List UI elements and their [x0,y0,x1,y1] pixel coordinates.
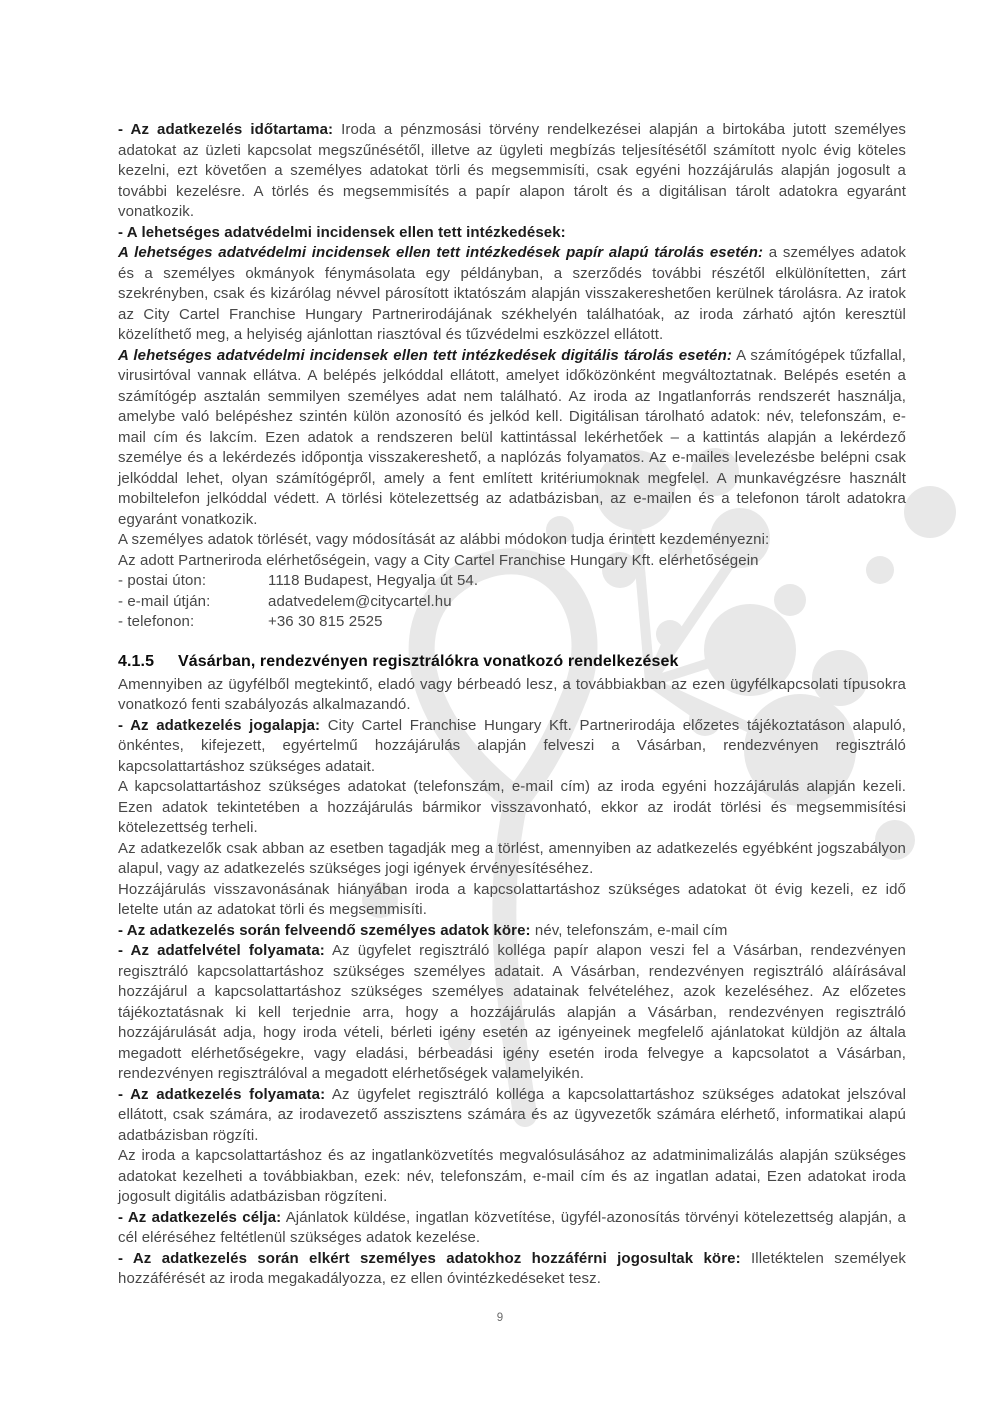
paragraph-lead: - Az adatkezelés során felveendő személyes adatok köre: [118,921,531,939]
paragraph-text: Illetéktelen személyek hozzáférését az iroda megakadályozza, ez ellen óvintézkedéseket tesz. [118,1249,907,1287]
paragraph-deletion-refusal [118,839,906,880]
paragraph-text: Az adatkezelők csak abban az esetben tagadják meg a törlést, amennyiben az adatkezelés egyébként jogszabályon alapul, vagy az adatkezelés szükséges jogi igények érvényesítéséhez. [118,839,906,877]
paragraph-access-rights [118,1249,906,1290]
paragraph-data-recording-process [118,941,906,1085]
paragraph-text: A számítógépek tűzfallal, virusirtóval vannak ellátva. A belépés jelkóddal ellátott, amelyet időközönként megváltoztatnak. Belépés esetén a számítógép asztalán semmilyen személyes adat nem található. Az iroda az Ingatlanforrás rendszerét használja, amelybe való belépéshez szintén külön azonosító és jelkód kell. Digitálisan tárolható adatok: név, telefonszám, e-mail cím és lakcím. Ezen adatok a rendszeren belül kattintással lekérhetőek – a kattintás alapján a lekérdező személye és a lekérdezés időpontja visszakereshető, a naplózás folyamatos. Az e-mailes levelezésbe belépni csak jelkóddal lehet, olyan számítógépről, amely a fent említett kritériumoknak megfelel. A munkavégzésre használt mobiltelefon jelkóddal védett. A törlési kötelezettség az adatbázisban, az e-mailen és a telefonon tárolt adatokra egyaránt vonatkozik. [118,346,906,528]
section-title: Vásárban, rendezvényen regisztrálókra vonatkozó rendelkezések [178,652,679,670]
paragraph-collected-data-scope [118,921,906,942]
paragraph-text: Az iroda a kapcsolattartáshoz és az ingatlanközvetítés megvalósulásához az adatminimalizálás alapján szükséges adatokat kezelheti a továbbiakban, ezek: név, telefonszám, e-mail cím és az ingatlan adatai, Ezen adatokat iroda jogosult digitális adatbázisban rögzíteni. [118,1147,906,1205]
paragraph-contact-intro [118,551,906,572]
paragraph-text: Amennyiben az ügyfélből megtekintő, eladó vagy bérbeadó lesz, a továbbiakban az ezen ügyfélkapcsolati típusokra vonatkozó fenti szabályozás alkalmazandó. [118,675,906,713]
paragraph-lead: - Az adatkezelés jogalapja: [118,716,321,734]
paragraph-text: Iroda a pénzmosási törvény rendelkezései alapján a birtokába jutott személyes adatokat az üzleti kapcsolat megszűnésétől, illetve az ügyleti megbízás teljesítésétől számított nyolc évig köteles kezelni, ezt követően a személyes adatokat törli és megsemmisíti, csak egyéni hozzájárulás alapján jogosult a további kezelésre. A törlés és megsemmisítés a papír alapon tárolt és a digitálisan tárolt adatokra egyaránt vonatkozik. [118,121,906,220]
paragraph-processing-purpose [118,1208,906,1249]
paragraph-text: A személyes adatok törlését, vagy módosítását az alábbi módokon tudja érintett kezdeményezni: [118,531,770,548]
paragraph-data-retention [118,120,906,223]
paragraph-lead: - Az adatkezelés célja: [118,1208,282,1226]
paragraph-data-minimization [118,1146,906,1208]
paragraph-text: City Cartel Franchise Hungary Kft. Partnerirodája előzetes tájékoztatáson alapuló, önkéntes, kifejezett, egyértelmű hozzájárulás alapján felveszi a Vásárban, rendezvényen regisztráló kapcsolattartáshoz szükséges adatait. [118,716,906,775]
paragraph-lead: A lehetséges adatvédelmi incidensek ellen tett intézkedések papír alapú tárolás esetén: [118,244,764,261]
contact-label: - e-mail útján: [118,592,211,610]
paragraph-text: Az ügyfelet regisztráló kolléga papír alapon veszi fel a Vásárban, rendezvényen regisztráló kapcsolattartáshoz szükséges személyes adatait. A Vásárban, rendezvényen regisztráló aláírásával hozzájárul a kapcsolattartáshoz szükséges személyes adatainak felvételéhez, azok kezeléséhez. Az előzetes tájékoztatásnak ki kell terjednie arra, hogy a hozzájárulás alapján a Vásárban, rendezvényen regisztráló hozzájárulását adja, hogy iroda vételi, bérleti igény esetén az igényeinek megfelelő ajánlatokat küldjön az általa megadott elérhetőségekre, vagy eladási, bérbeadási igény esetén iroda felvegye a kapcsolatot a Vásárban, rendezvényen regisztrálóval a megadott elérhetőségek valamelyikén. [118,942,906,1082]
paragraph-lead: - Az adatkezelés folyamata: [118,1085,326,1103]
section-number: 4.1.5 [118,652,155,670]
paragraph-text: Hozzájárulás visszavonásának hiányában iroda a kapcsolattartáshoz szükséges adatokat öt évig kezeli, ez idő letelte után az adatokat törli és megsemmisíti. [118,880,906,918]
page-number: 9 [496,1312,504,1324]
paragraph-data-processing-flow [118,1085,906,1147]
paragraph-digital-storage-measures [118,346,906,531]
paragraph-five-year-retention [118,880,906,921]
contact-row-email [118,592,906,613]
contact-row-postal [118,571,906,592]
postal-address: 1118 Budapest, Hegyalja út 54. [268,572,479,589]
paragraph-incident-measures-heading [118,223,906,244]
contact-label: - telefonon: [118,613,195,630]
paragraph-deletion-request-intro [118,530,906,551]
paragraph-contact-data-handling [118,777,906,839]
paragraph-text: Az ügyfelet regisztráló kolléga a kapcsolattartáshoz szükséges adatokat jelszóval ellátott, csak számára, az irodavezető asszisztens számára és az ügyvezetők számára elérhető, informatikai alapú adatbázisban rögzíti. [118,1085,907,1144]
paragraph-lead: - Az adatfelvétel folyamata: [118,942,325,959]
paragraph-text: A kapcsolattartáshoz szükséges adatokat (telefonszám, e-mail cím) az iroda egyéni hozzájárulás alapján kezeli. Ezen adatok tekintetében a hozzájárulás bármikor visszavonható, ekkor az irodát törlési és megsemmisítési kötelezettség terheli. [118,778,906,836]
page-footer [0,1312,1000,1324]
paragraph-text: a személyes adatok és a személyes okmányok fénymásolata egy példányban, a szerződés további részétől elkülönítetten, zárt szekrényben, csak és kizárólag névvel párosított iktatószám alapján visszakereshetően kerülnek tárolásra. Az iratok az City Cartel Franchise Hungary Partnerirodájának székhelyén találhatóak, az iroda zárható ajtón keresztül közelíthető meg, a helyiség ajánlottan riasztóval és tűzvédelmi eszközzel ellátott. [118,244,906,343]
paragraph-lead: A lehetséges adatvédelmi incidensek ellen tett intézkedések digitális tárolás esetén: [118,346,732,364]
paragraph-text: Az adott Partneriroda elérhetőségein, vagy a City Cartel Franchise Hungary Kft. elérhetőségein [118,551,759,569]
paragraph-lead: - A lehetséges adatvédelmi incidensek ellen tett intézkedések: [118,223,566,241]
paragraph-text: Ajánlatok küldése, ingatlan közvetítése, ügyfél-azonosítás törvényi kötelezettség alapján, a cél eléréséhez feltétlenül szükséges adatok kezelése. [118,1208,906,1246]
paragraph-scope-note [118,675,906,716]
section-heading-4-1-5 [118,651,906,672]
email-address: adatvedelem@citycartel.hu [268,592,452,610]
paragraph-lead: - Az adatkezelés során elkért személyes adatokhoz hozzáférni jogosultak köre: [118,1249,741,1267]
contact-row-phone [118,612,906,633]
paragraph-text: név, telefonszám, e-mail cím [530,921,728,939]
paragraph-legal-basis [118,716,906,778]
paragraph-lead: - Az adatkezelés időtartama: [118,121,334,138]
phone-number: +36 30 815 2525 [268,613,383,630]
contact-label: - postai úton: [118,572,207,589]
document-content [118,120,906,1290]
paragraph-paper-storage-measures [118,243,906,346]
